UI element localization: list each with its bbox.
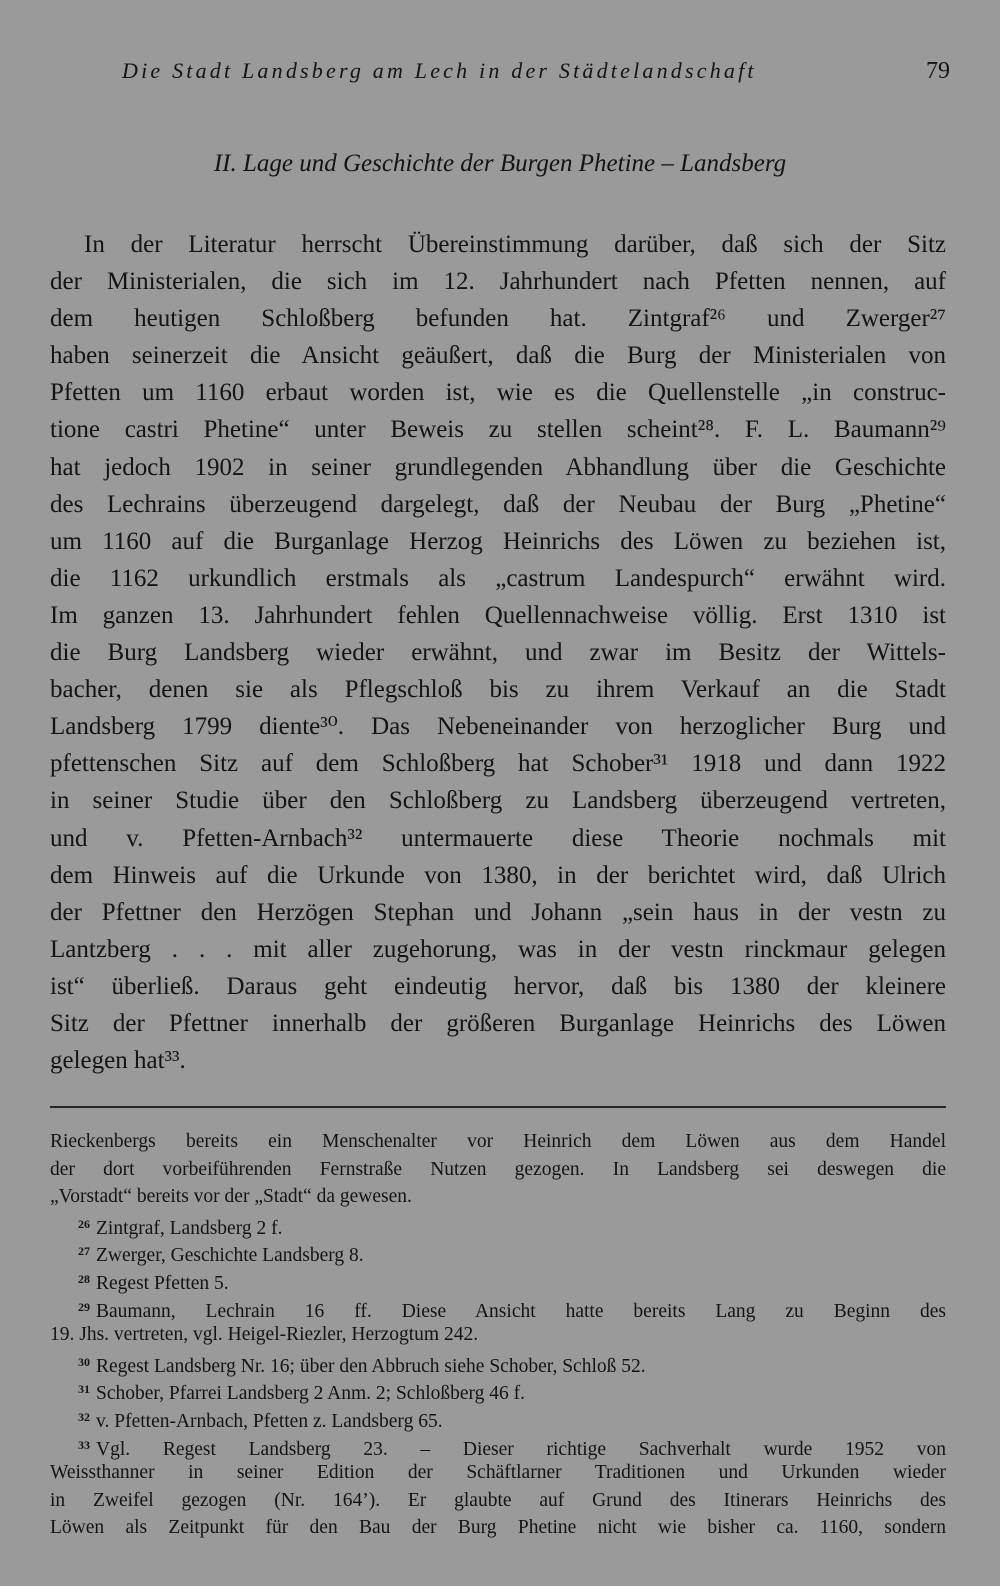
body-line: der Ministerialen, die sich im 12. Jahrhundert nach Pfetten nennen, auf (50, 268, 946, 296)
footnote-divider (50, 1106, 946, 1108)
footnote-26 (50, 1211, 946, 1239)
footnote-number: 33 (78, 1437, 90, 1452)
footnote-text: Baumann, Lechrain 16 ff. Diese Ansicht hatte bereits Lang zu Beginn des (96, 1300, 946, 1322)
body-line: gelegen hat³³. (50, 1047, 186, 1075)
footnote-text: Regest Pfetten 5. (96, 1272, 229, 1294)
footnote-number: 28 (78, 1271, 90, 1286)
body-line: Sitz der Pfettner innerhalb der größeren Burganlage Heinrichs des Löwen (50, 1009, 946, 1037)
body-line: die Burg Landsberg wieder erwähnt, und zwar im Besitz der Wittels- (50, 639, 946, 667)
body-line: und v. Pfetten-Arnbach³² untermauerte diese Theorie nochmals mit (50, 824, 946, 852)
footnote-31 (50, 1376, 946, 1404)
footnote-text: Schober, Pfarrei Landsberg 2 Anm. 2; Schloßberg 46 f. (96, 1383, 526, 1405)
footnote-line: Löwen als Zeitpunkt für den Bau der Burg Phetine nicht wie bisher ca. 1160, sondern (50, 1517, 946, 1539)
footnote-line: Weissthanner in seiner Edition der Schäftlarner Traditionen und Urkunden wieder (50, 1462, 946, 1484)
body-line: tione castri Phetine“ unter Beweis zu stellen scheint²⁸. F. L. Baumann²⁹ (50, 416, 946, 444)
body-line: dem Hinweis auf die Urkunde von 1380, in der berichtet wird, daß Ulrich (50, 861, 946, 889)
body-text (50, 226, 946, 1079)
body-line: dem heutigen Schloßberg befunden hat. Zintgraf²⁶ und Zwerger²⁷ (50, 305, 946, 333)
footnote-number: 30 (78, 1354, 90, 1369)
body-line: Im ganzen 13. Jahrhundert fehlen Quellennachweise völlig. Erst 1310 ist (50, 601, 946, 629)
body-line: in seiner Studie über den Schloßberg zu Landsberg überzeugend vertreten, (50, 787, 946, 815)
body-line: bacher, denen sie als Pflegschloß bis zu ihrem Verkauf an die Stadt (50, 676, 946, 704)
footnote-number: 31 (78, 1382, 90, 1397)
body-line: Lantzberg . . . mit aller zugehorung, was in der vestn rinckmaur gelegen (50, 935, 946, 963)
footnote-number: 32 (78, 1409, 90, 1424)
footnote-number: 26 (78, 1216, 90, 1231)
body-line: Landsberg 1799 diente³⁰. Das Nebeneinander von herzoglicher Burg und (50, 713, 946, 741)
body-line: der Pfettner den Herzögen Stephan und Johann „sein haus in der vestn zu (50, 898, 946, 926)
body-line: pfettenschen Sitz auf dem Schloßberg hat Schober³¹ 1918 und dann 1922 (50, 750, 946, 778)
running-title: Die Stadt Landsberg am Lech in der Städtelandschaft (122, 58, 757, 83)
page-number: 79 (926, 58, 950, 84)
footnote-line: 19. Jhs. vertreten, vgl. Heigel-Riezler, Herzogtum 242. (50, 1324, 479, 1346)
footnote-27 (50, 1238, 946, 1266)
footnote-33 (50, 1432, 946, 1460)
footnote-text: Zintgraf, Landsberg 2 f. (96, 1217, 283, 1239)
footnote-28 (50, 1266, 946, 1294)
running-header (50, 54, 950, 88)
body-line: des Lechrains überzeugend dargelegt, daß der Neubau der Burg „Phetine“ (50, 490, 946, 518)
footnote-number: 27 (78, 1244, 90, 1259)
body-line: die 1162 urkundlich erstmals als „castrum Landespurch“ erwähnt wird. (50, 564, 946, 592)
section-title: II. Lage und Geschichte der Burgen Phetine – Landsberg (213, 150, 787, 177)
footnote-30 (50, 1349, 946, 1377)
footnote-29 (50, 1294, 946, 1322)
footnote-line: der dort vorbeiführenden Fernstraße Nutzen gezogen. In Landsberg sei deswegen die (50, 1158, 946, 1180)
footnote-line: Rieckenbergs bereits ein Menschenalter vor Heinrich dem Löwen aus dem Handel (50, 1131, 946, 1152)
body-line: ist“ überließ. Daraus geht eindeutig hervor, daß bis 1380 der kleinere (50, 972, 946, 1000)
body-line: Pfetten um 1160 erbaut worden ist, wie es die Quellenstelle „in construc- (50, 379, 946, 407)
footnotes (50, 1128, 946, 1542)
footnote-text: Regest Landsberg Nr. 16; über den Abbruch siehe Schober, Schloß 52. (96, 1355, 646, 1377)
footnote-32 (50, 1404, 946, 1432)
footnote-number: 29 (78, 1299, 90, 1314)
footnote-line: „Vorstadt“ bereits vor der „Stadt“ da gewesen. (50, 1186, 412, 1208)
footnote-text: v. Pfetten-Arnbach, Pfetten z. Landsberg 65. (96, 1410, 443, 1432)
body-line: um 1160 auf die Burganlage Herzog Heinrichs des Löwen zu beziehen ist, (50, 527, 946, 555)
body-line: In der Literatur herrscht Übereinstimmung darüber, daß sich der Sitz (84, 231, 946, 258)
footnote-line: in Zweifel gezogen (Nr. 164’). Er glaubte auf Grund des Itinerars Heinrichs des (50, 1489, 946, 1511)
footnote-text: Vgl. Regest Landsberg 23. – Dieser richtige Sachverhalt wurde 1952 von (96, 1438, 946, 1460)
footnote-text: Zwerger, Geschichte Landsberg 8. (96, 1245, 364, 1267)
body-line: haben seinerzeit die Ansicht geäußert, daß die Burg der Ministerialen von (50, 342, 946, 370)
body-line: hat jedoch 1902 in seiner grundlegenden Abhandlung über die Geschichte (50, 453, 946, 481)
